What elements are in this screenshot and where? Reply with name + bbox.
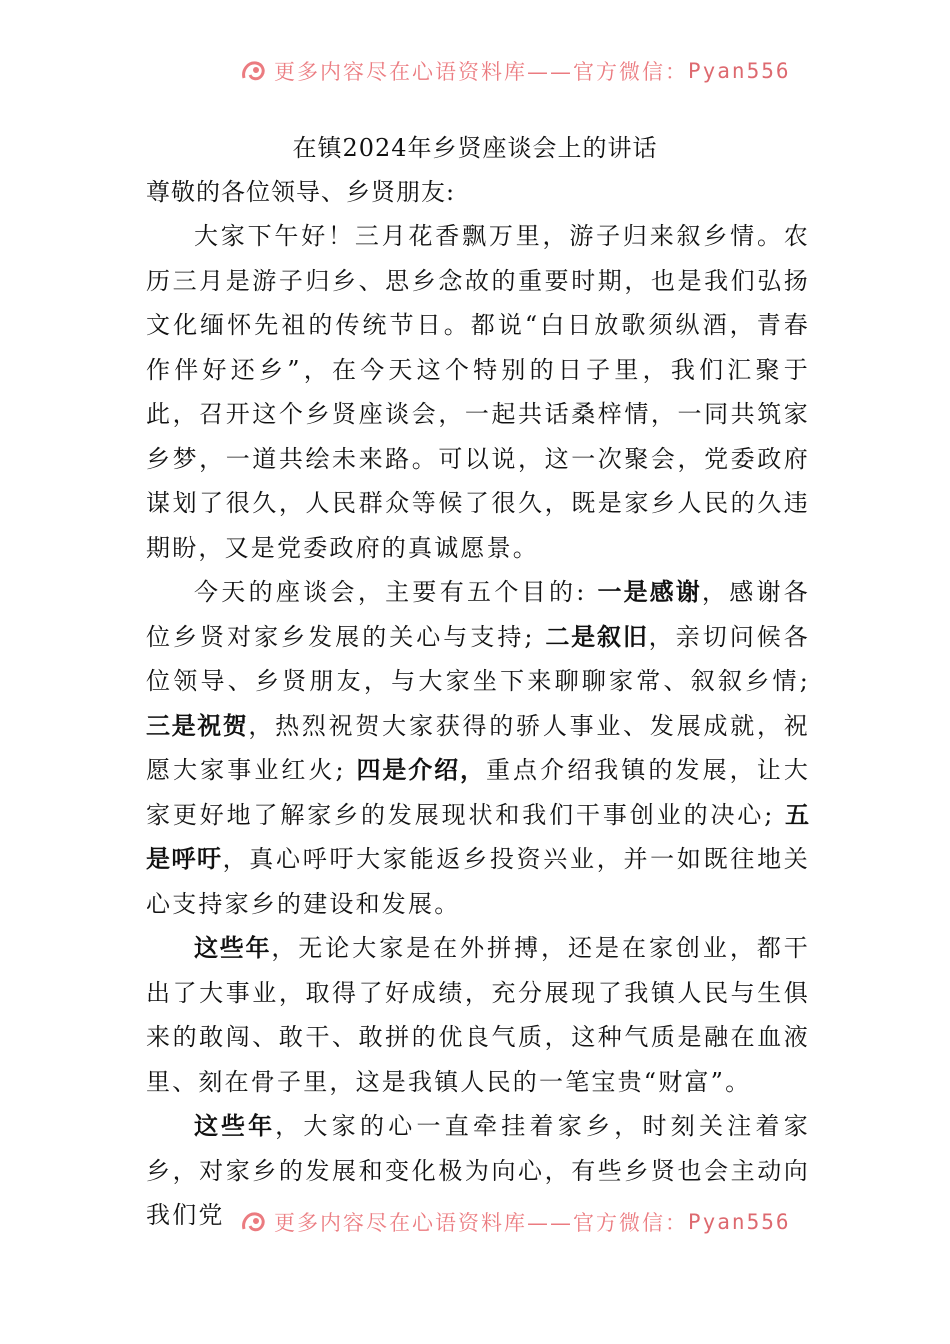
- document-body: [146, 214, 810, 1238]
- brand-logo-icon: [240, 58, 268, 84]
- text-run: ，无论大家是在外拼搏，还是在家创业，都干出了大事业，取得了好成绩，充分展现了我镇人民与生俱来的敢闯、敢干、敢拼的优良气质，这种气质是融在血液里、刻在骨子里，这是我镇人民的一笔宝贵“财富”。: [146, 934, 811, 1096]
- text-run: 重点介绍我镇的发展，让大家更好地了解家乡的发展现状和我们干事创业的决心;: [146, 756, 811, 829]
- salutation: 尊敬的各位领导、乡贤朋友:: [146, 178, 456, 206]
- watermark-id: Pyan556: [688, 59, 791, 83]
- bold-keyword: 四是介绍，: [356, 756, 486, 784]
- bold-keyword: 三是祝贺: [146, 711, 249, 740]
- paragraph: [146, 214, 810, 570]
- text-run: 今天的座谈会，主要有五个目的:: [194, 578, 598, 606]
- paragraph: [146, 570, 810, 926]
- bold-keyword: 五是呼吁: [146, 800, 810, 873]
- watermark-text: 更多内容尽在心语资料库——官方微信：: [274, 1211, 688, 1235]
- text-run: ，亲切问候各位领导、乡贤朋友，与大家坐下来聊聊家常、叙叙乡情;: [146, 622, 810, 695]
- bold-keyword: 二是叙旧: [545, 622, 649, 651]
- bold-keyword: 这些年: [194, 934, 272, 962]
- header-watermark: [240, 58, 791, 84]
- text-run: ，热烈祝贺大家获得的骄人事业、发展成就，祝愿大家事业红火;: [146, 711, 811, 784]
- bold-keyword: 这些年: [194, 1112, 276, 1140]
- text-run: ，大家的心一直牵挂着家乡，时刻关注着家乡，对家乡的发展和变化极为向心，有些乡贤也会主动向我们党: [146, 1112, 810, 1229]
- document-title: 在镇2024年乡贤座谈会上的讲话: [292, 134, 658, 162]
- paragraph: [146, 926, 810, 1104]
- footer-watermark: [240, 1209, 791, 1235]
- text-run: ，真心呼吁大家能返乡投资兴业，并一如既往地关心支持家乡的建设和发展。: [146, 845, 810, 918]
- text-run: 大家下午好！三月花香飘万里，游子归来叙乡情。农历三月是游子归乡、思乡念故的重要时期，也是我们弘扬文化缅怀先祖的传统节日。都说“白日放歌须纵酒，青春作伴好还乡”，在今天这个特别的日子里，我们汇聚于此，召开这个乡贤座谈会，一起共话桑梓情，一同共筑家乡梦，一道共绘未来路。可以说，这一次聚会，党委政府谋划了很久，人民群众等候了很久，既是家乡人民的久违期盼，又是党委政府的真诚愿景。: [146, 222, 810, 562]
- brand-logo-icon: [240, 1209, 268, 1235]
- text-run: ，感谢各位乡贤对家乡发展的关心与支持;: [146, 578, 810, 651]
- watermark-text: 更多内容尽在心语资料库——官方微信：: [274, 60, 688, 84]
- watermark-id: Pyan556: [688, 1210, 791, 1234]
- bold-keyword: 一是感谢: [597, 578, 702, 606]
